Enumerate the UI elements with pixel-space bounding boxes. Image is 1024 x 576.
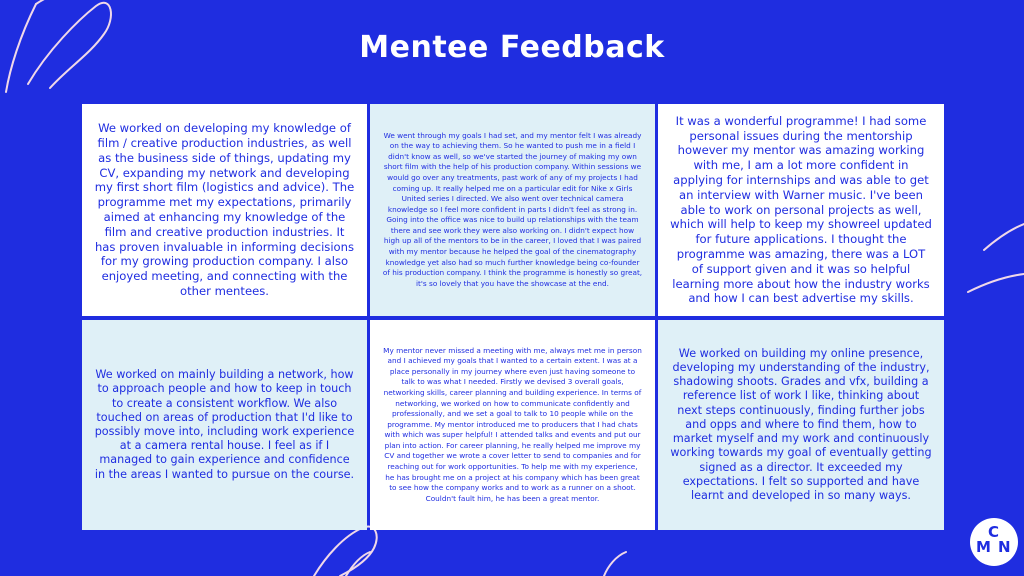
feedback-text: My mentor never missed a meeting with me, always met me in person and I achieved my goals that I wanted to a certain extent. I was at a place personally in my journey where even just having someone to talk to was what I needed. Firstly we devised 3 overall goals, networking skills, career planning and building experience. In terms of networking, we worked on how to communicate confidently and professionally, and we set a goal to talk to 10 people while on the programme. My mentor introduced me to producers that I had chats with which was super helpful! I attended talks and events and put our plan into action. For career planning, he really helped me improve my CV and together we wrote a cover letter to send to companies and for reaching out for work opportunities. To help me with my experience, he has brought me on a project at his company which has been great to see how the company works and to work as a runner on a shoot. Couldn't fault him, he has been a great mentor. <box>383 345 642 503</box>
feedback-card-3 <box>658 104 944 316</box>
logo-letter-m: M <box>976 538 991 556</box>
feedback-card-2 <box>370 104 655 316</box>
logo-letter-c: C <box>988 523 1000 541</box>
feedback-text: We worked on mainly building a network, how to approach people and how to keep in touch to create a consistent workflow. We also touched on areas of production that I'd like to possibly move into, including work experience at a camera rental house. I feel as if I managed to gain experience and confidence in the areas I wanted to pursue on the course. <box>94 368 355 481</box>
feedback-text: We worked on developing my knowledge of film / creative production industries, as well as the business side of things, updating my CV, expanding my network and developing my first short film (logistics and advice). The programme met my expectations, primarily aimed at enhancing my knowledge of the film and creative production industries. It has proven invaluable in informing decisions for my growing production company. I also enjoyed meeting, and connecting with the other mentees. <box>94 121 355 298</box>
cmn-logo <box>970 518 1018 566</box>
feedback-card-6 <box>658 320 944 530</box>
feedback-text: It was a wonderful programme! I had some personal issues during the mentorship however my mentor was amazing working with me, I am a lot more confident in applying for internships and was able to get an interview with Warner music. I've been able to work on personal projects as well, which will help to keep my showreel updated for future applications. I thought the programme was amazing, there was a LOT of support given and it was so helpful learning more about how the industry works and how I can best advertise my skills. <box>670 113 932 306</box>
logo-letter-n: N <box>998 538 1011 556</box>
feedback-card-5 <box>370 320 655 530</box>
page-title: Mentee Feedback <box>359 30 665 65</box>
feedback-card-4 <box>82 320 367 530</box>
feedback-card-1 <box>82 104 367 316</box>
feedback-text: We worked on building my online presence, developing my understanding of the industry, shadowing shoots. Grades and vfx, building a reference list of work I like, thinking about next steps continuously, finding further jobs and opps and where to find them, how to market myself and my work and continuously working towards my goal of eventually getting signed as a director. It exceeded my expectations. I felt so supported and have learnt and developed in so many ways. <box>670 346 932 502</box>
feedback-grid <box>82 104 944 530</box>
feedback-text: We went through my goals I had set, and my mentor felt I was already on the way to achieving them. So he wanted to push me in a field I didn't know as well, so we've started the journey of making my own short film with the help of his production company. Within sessions we would go over any treatments, past work of any of my projects I had coming up. It really helped me on a particular edit for Nike x Girls United series I directed. We also went over technical camera knowledge so I feel more confident in parts I didn't feel as strong in. Going into the office was nice to build up relationships with the team there and see work they were also working on. I didn't expect how high up all of the mentors to be in the career, I loved that I was paired with my mentor because he helped the goal of the cinematography knowledge yet also had so much further knowledge being co-founder of his production company. I think the programme is honestly so great, it's so lovely that you have the showcase at the end. <box>382 130 643 288</box>
